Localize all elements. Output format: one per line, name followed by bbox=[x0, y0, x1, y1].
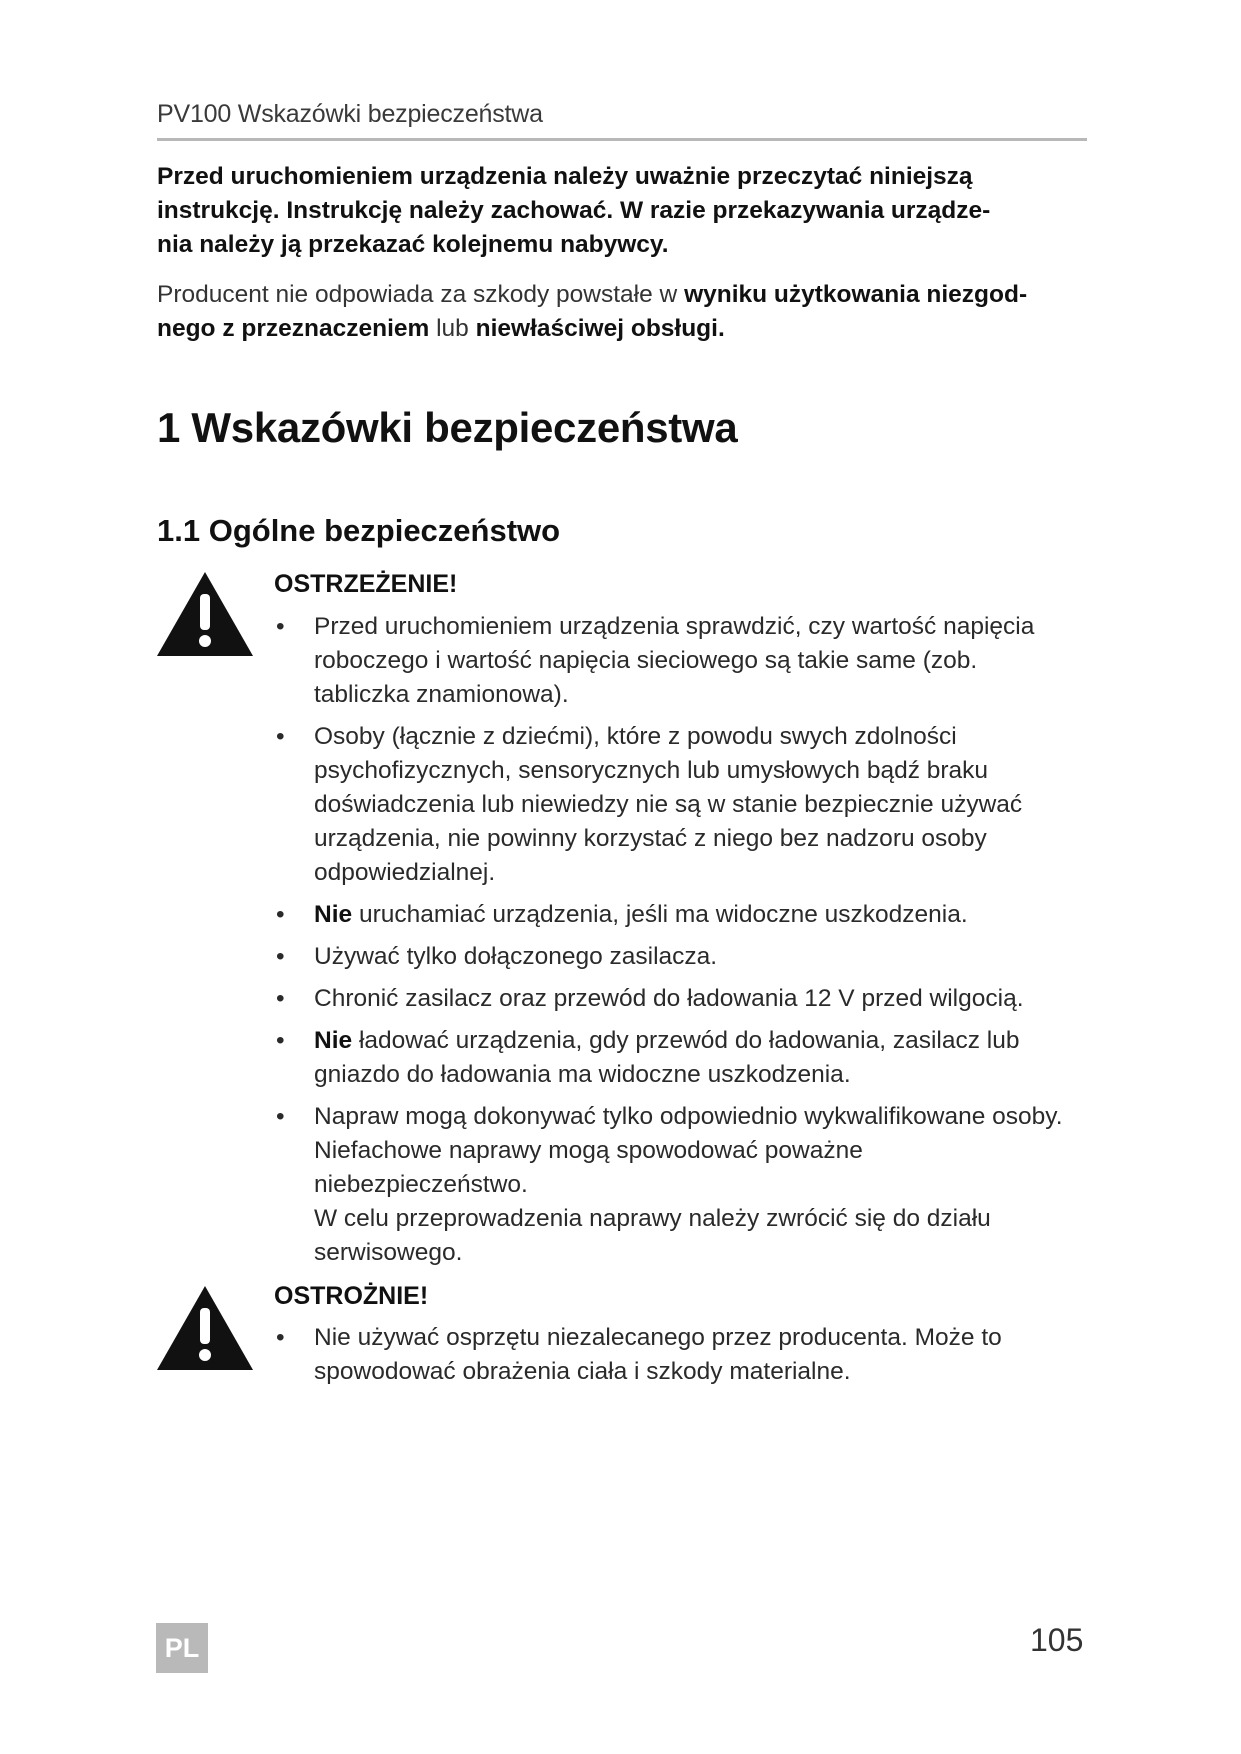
intro-line: Przed uruchomieniem urządzenia należy uważnie przeczytać niniejszą bbox=[157, 163, 973, 190]
bullet-marker: • bbox=[276, 1324, 285, 1351]
bullet-text: Używać tylko dołączonego zasilacza. bbox=[314, 943, 718, 970]
bullet-marker: • bbox=[276, 613, 285, 640]
warning-triangle-icon bbox=[157, 572, 253, 656]
liability-bold: nego z przeznaczeniem bbox=[157, 315, 430, 342]
liability-text: lub bbox=[429, 315, 476, 342]
bullet-text: Przed uruchomieniem urządzenia sprawdzić, czy wartość napięcia roboczego i wartość napięcia sieciowego są takie same (zob. tabliczka znamionowa). bbox=[314, 613, 1035, 708]
language-badge: PL bbox=[156, 1623, 208, 1673]
subsection-title: 1.1 Ogólne bezpieczeństwo bbox=[157, 513, 561, 548]
bullet-text: uruchamiać urządzenia, jeśli ma widoczne uszkodzenia. bbox=[352, 901, 968, 928]
liability-statement bbox=[157, 278, 1087, 346]
bullet-extra-text: W celu przeprowadzenia naprawy należy zwrócić się do działu serwisowego. bbox=[314, 1205, 991, 1266]
bullet-marker: • bbox=[276, 723, 285, 750]
liability-bold: niewłaściwej obsługi. bbox=[475, 315, 725, 342]
bullet-item bbox=[274, 940, 1074, 974]
caution-list bbox=[274, 1321, 1074, 1397]
warning-label: OSTRZEŻENIE! bbox=[274, 570, 458, 598]
bullet-emphasis: Nie bbox=[314, 901, 353, 928]
bullet-text: Napraw mogą dokonywać tylko odpowiednio wykwalifikowane osoby. Niefachowe naprawy mogą spowodować poważne niebezpieczeństwo. bbox=[314, 1103, 1063, 1198]
header-divider bbox=[157, 138, 1087, 141]
bullet-marker: • bbox=[276, 1103, 285, 1130]
bullet-text: Nie używać osprzętu niezalecanego przez producenta. Może to spowodować obrażenia ciała i szkody materialne. bbox=[314, 1324, 1002, 1385]
section-title: 1 Wskazówki bezpieczeństwa bbox=[157, 404, 738, 451]
bullet-emphasis: Nie bbox=[314, 1027, 353, 1054]
running-header: PV100 Wskazówki bezpieczeństwa bbox=[157, 100, 543, 128]
bullet-item bbox=[274, 610, 1074, 712]
liability-bold: wyniku użytkowania niezgod- bbox=[684, 281, 1028, 308]
intro-notice bbox=[157, 160, 1087, 262]
bullet-text: Chronić zasilacz oraz przewód do ładowania 12 V przed wilgocią. bbox=[314, 985, 1024, 1012]
bullet-marker: • bbox=[276, 985, 285, 1012]
bullet-marker: • bbox=[276, 901, 285, 928]
bullet-marker: • bbox=[276, 1027, 285, 1054]
intro-line: instrukcję. Instrukcję należy zachować. W razie przekazywania urządze- bbox=[157, 197, 991, 224]
bullet-item bbox=[274, 898, 1074, 932]
bullet-item bbox=[274, 720, 1074, 890]
bullet-item bbox=[274, 1024, 1074, 1092]
bullet-text: ładować urządzenia, gdy przewód do ładowania, zasilacz lub gniazdo do ładowania ma widoczne uszkodzenia. bbox=[314, 1027, 1020, 1088]
bullet-item bbox=[274, 1321, 1074, 1389]
page-number: 105 bbox=[1030, 1622, 1084, 1658]
caution-triangle-icon bbox=[157, 1286, 253, 1370]
liability-text: Producent nie odpowiada za szkody powstałe w bbox=[157, 281, 685, 308]
caution-label: OSTROŻNIE! bbox=[274, 1282, 429, 1310]
bullet-item bbox=[274, 1100, 1074, 1270]
intro-line: nia należy ją przekazać kolejnemu nabywcy. bbox=[157, 231, 669, 258]
bullet-item bbox=[274, 982, 1074, 1016]
bullet-marker: • bbox=[276, 943, 285, 970]
warning-list bbox=[274, 610, 1074, 1278]
bullet-text: Osoby (łącznie z dziećmi), które z powodu swych zdolności psychofizycznych, sensorycznych lub umysłowych bądź braku doświadczenia lub niewiedzy nie są w stanie bezpiecznie używać urządzenia, nie powinny korzystać z niego bez nadzoru osoby odpowiedzialnej. bbox=[314, 723, 1023, 886]
